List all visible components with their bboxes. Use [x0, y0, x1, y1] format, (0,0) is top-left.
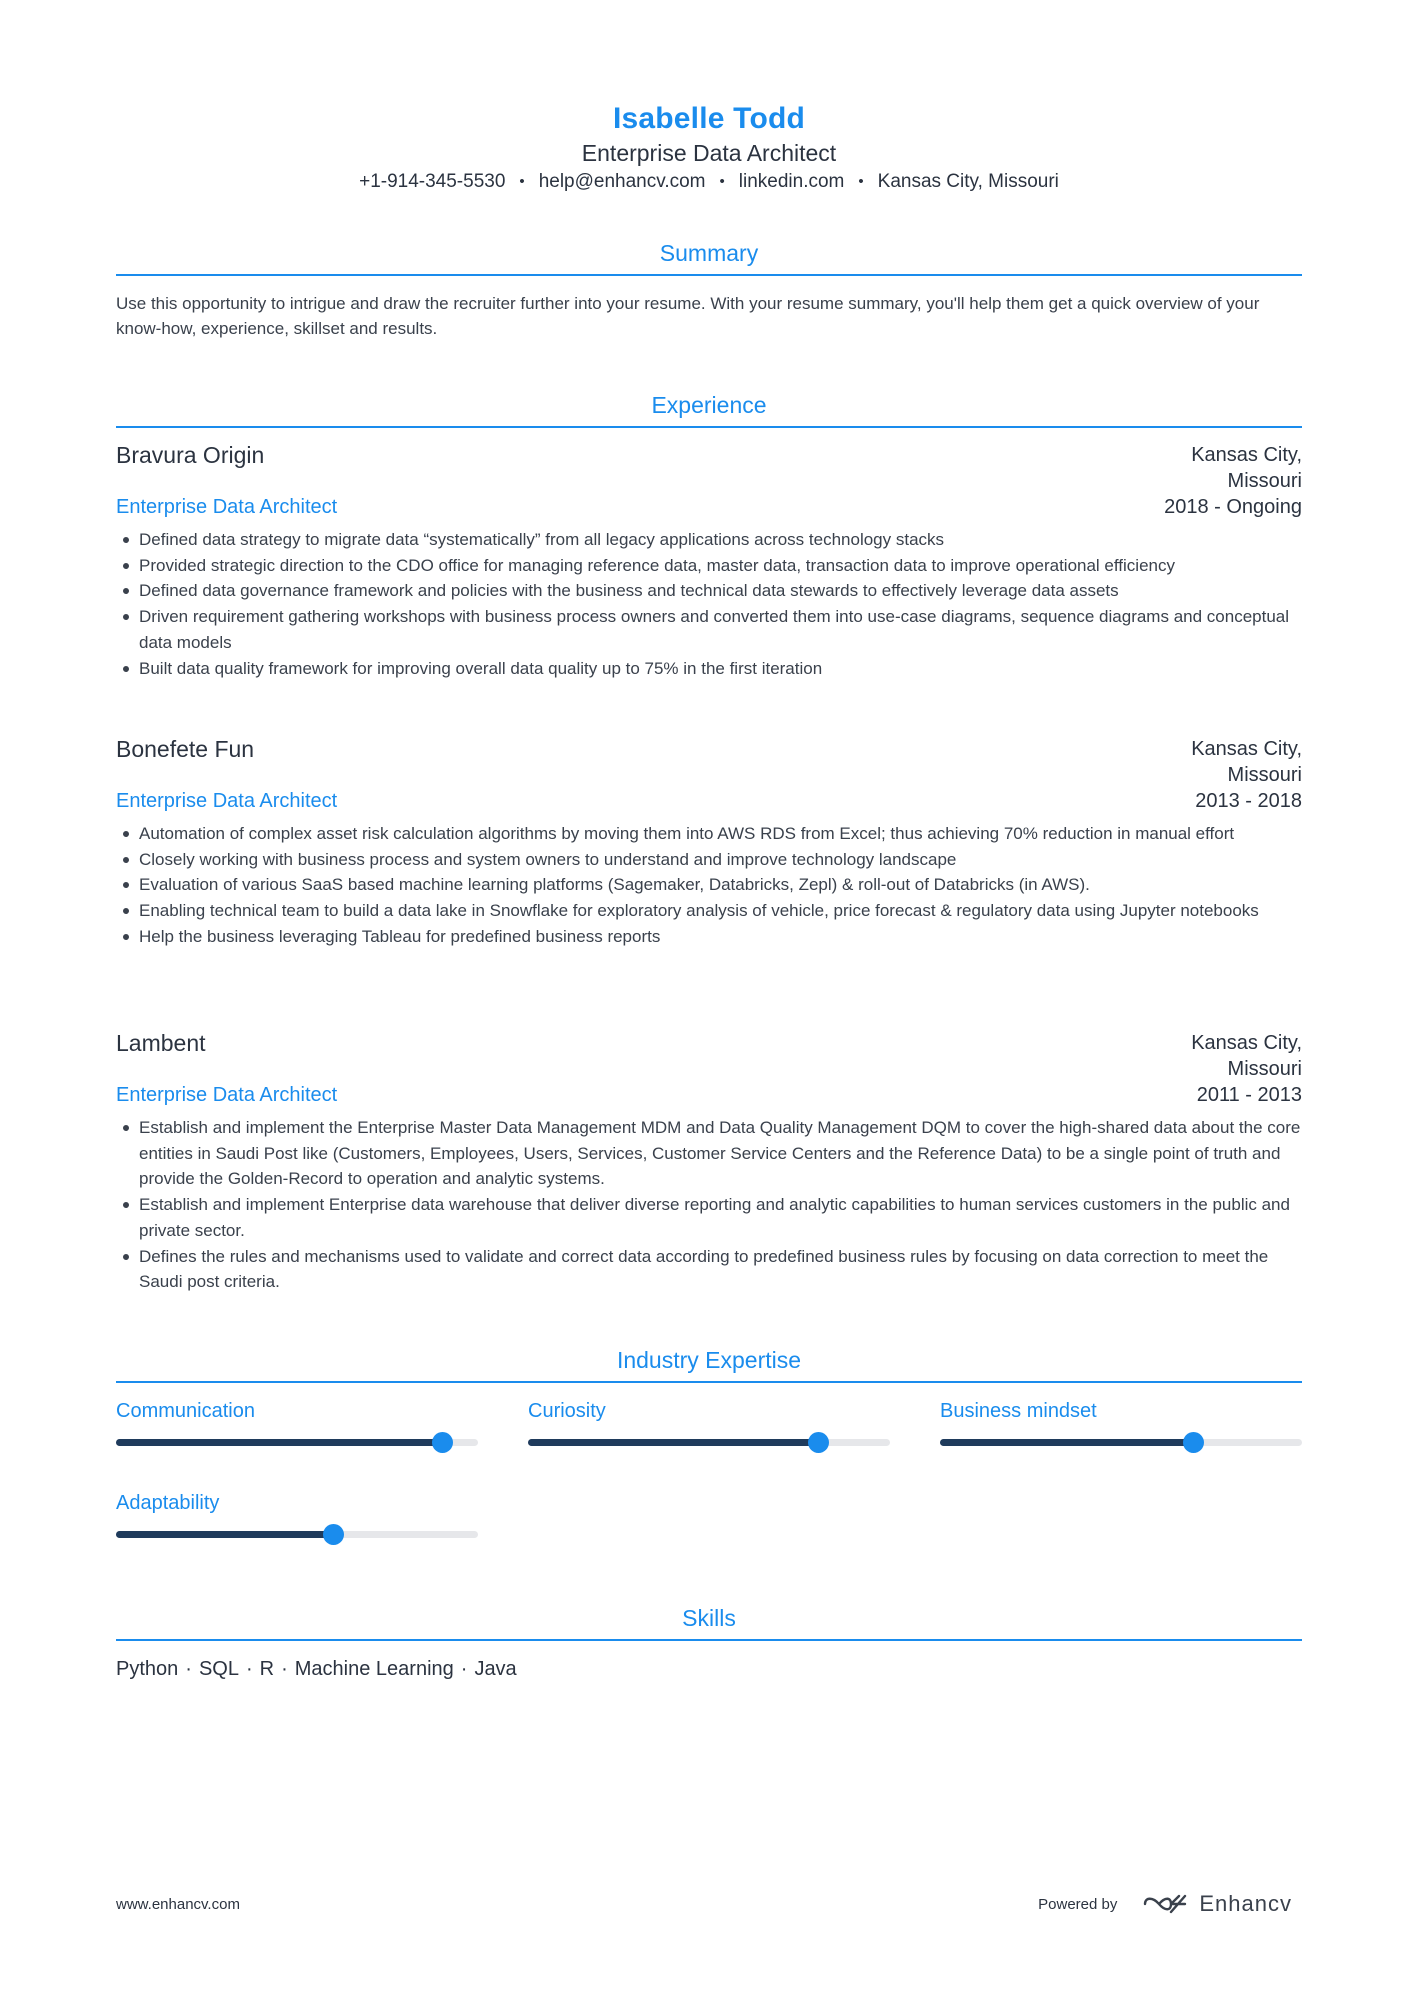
job-dates: 2013 - 2018	[1195, 790, 1302, 812]
expertise-bar-track	[116, 1439, 478, 1446]
footer-website[interactable]: www.enhancv.com	[116, 1896, 240, 1913]
expertise-bar-knob	[432, 1432, 453, 1453]
job-dates: 2018 - Ongoing	[1164, 496, 1302, 518]
phone: +1-914-345-5530	[359, 171, 506, 192]
skills-divider	[116, 1639, 1302, 1641]
company-name: Lambent	[116, 1030, 206, 1056]
skills-list	[116, 1658, 517, 1681]
list-item: Establish and implement Enterprise data warehouse that deliver diverse reporting and analytic capabilities to human services customers in the public and private sector.	[116, 1192, 1302, 1243]
skill-tag: Machine Learning	[294, 1658, 454, 1680]
experience-divider	[116, 426, 1302, 428]
job-location	[1102, 1030, 1302, 1082]
expertise-bar-fill	[940, 1439, 1193, 1446]
list-item: Defined data governance framework and policies with the business and technical data stewards to effectively leverage data assets	[116, 578, 1302, 604]
job-location	[1102, 442, 1302, 494]
contact-line	[116, 171, 1302, 193]
expertise-label: Adaptability	[116, 1492, 220, 1514]
experience-heading: Experience	[651, 392, 767, 418]
job-title: Enterprise Data Architect	[116, 496, 338, 518]
expertise-item	[528, 1400, 890, 1446]
expertise-label: Business mindset	[940, 1400, 1097, 1422]
skill-tag: R	[259, 1658, 275, 1680]
skill-separator: ·	[281, 1658, 288, 1680]
expertise-bar-fill	[116, 1439, 442, 1446]
job-title: Enterprise Data Architect	[116, 790, 338, 812]
skill-tag: Java	[474, 1658, 517, 1680]
company-name: Bonefete Fun	[116, 736, 255, 762]
job-title: Enterprise Data Architect	[116, 1084, 338, 1106]
job-bullets	[116, 1115, 1302, 1295]
location: Kansas City, Missouri	[877, 171, 1059, 192]
candidate-name: Isabelle Todd	[612, 102, 806, 135]
expertise-label: Curiosity	[528, 1400, 606, 1422]
contact-separator: •	[519, 173, 525, 190]
resume-page	[116, 0, 1302, 1995]
job-dates: 2011 - 2013	[1196, 1084, 1302, 1106]
company-name: Bravura Origin	[116, 442, 265, 468]
list-item: Establish and implement the Enterprise Master Data Management MDM and Data Quality Management DQM to cover the high-shared data about the core entities in Saudi Post like (Customers, Employees, Users, Services, Customer Service Centers and the Reference Data) to be a single point of truth and provide the Golden-Record to operation and analytic systems.	[116, 1115, 1302, 1192]
list-item: Defined data strategy to migrate data “systematically” from all legacy applications across technology stacks	[116, 527, 1302, 553]
expertise-label: Communication	[116, 1400, 255, 1422]
job-location	[1102, 736, 1302, 788]
skill-separator: ·	[245, 1658, 253, 1680]
expertise-item	[116, 1400, 478, 1446]
list-item: Provided strategic direction to the CDO office for managing reference data, master data, transaction data to improve operational efficiency	[116, 553, 1302, 579]
skill-tag: SQL	[198, 1658, 239, 1680]
powered-by-label: Powered by	[1038, 1895, 1118, 1913]
skills-heading: Skills	[682, 1605, 736, 1631]
footer-branding	[1038, 1888, 1292, 1920]
list-item: Driven requirement gathering workshops with business process owners and converted them into use-case diagrams, sequence diagrams and conceptual data models	[116, 604, 1302, 655]
list-item: Enabling technical team to build a data lake in Snowflake for exploratory analysis of vehicle, price forecast & regulatory data using Jupyter notebooks	[116, 898, 1302, 924]
expertise-bar-track	[940, 1439, 1302, 1446]
candidate-role: Enterprise Data Architect	[581, 140, 837, 166]
list-item: Evaluation of various SaaS based machine learning platforms (Sagemaker, Databricks, Zepl) & roll-out of Databricks (in AWS).	[116, 872, 1302, 898]
job-bullets	[116, 821, 1302, 950]
summary-text: Use this opportunity to intrigue and draw the recruiter further into your resume. With your resume summary, you'll help them get a quick overview of your know-how, experience, skillset and results.	[116, 294, 1260, 338]
job-bullets	[116, 527, 1302, 681]
enhancv-logo-icon	[1141, 1891, 1189, 1917]
expertise-bar-knob	[1183, 1432, 1204, 1453]
expertise-bar-fill	[528, 1439, 818, 1446]
expertise-item	[940, 1400, 1302, 1446]
email: help@enhancv.com	[538, 171, 706, 192]
skill-separator: ·	[460, 1658, 468, 1680]
summary-divider	[116, 274, 1302, 276]
expertise-bar-track	[116, 1531, 478, 1538]
list-item: Automation of complex asset risk calculation algorithms by moving them into AWS RDS from Excel; thus achieving 70% reduction in manual effort	[116, 821, 1302, 847]
contact-separator: •	[719, 173, 725, 190]
expertise-item	[116, 1492, 478, 1538]
brand-name: Enhancv	[1199, 1891, 1292, 1916]
contact-separator: •	[858, 173, 864, 190]
job-location-state: Missouri	[1227, 764, 1302, 786]
expertise-bar-fill	[116, 1531, 333, 1538]
job-location-state: Missouri	[1227, 470, 1302, 492]
list-item: Defines the rules and mechanisms used to validate and correct data according to predefined business rules by focusing on data correction to meet the Saudi post criteria.	[116, 1244, 1302, 1295]
skill-tag: Python	[116, 1658, 179, 1680]
job-location-city: Kansas City,	[1191, 738, 1302, 760]
expertise-heading: Industry Expertise	[616, 1347, 802, 1373]
skill-separator: ·	[185, 1658, 192, 1680]
list-item: Help the business leveraging Tableau for predefined business reports	[116, 924, 1302, 950]
job-location-city: Kansas City,	[1191, 444, 1302, 466]
job-location-city: Kansas City,	[1191, 1032, 1302, 1054]
list-item: Closely working with business process and system owners to understand and improve technology landscape	[116, 847, 1302, 873]
expertise-divider	[116, 1381, 1302, 1383]
expertise-bar-track	[528, 1439, 890, 1446]
linkedin: linkedin.com	[738, 171, 845, 192]
summary-heading: Summary	[659, 240, 759, 266]
expertise-bar-knob	[808, 1432, 829, 1453]
expertise-bar-knob	[323, 1524, 344, 1545]
list-item: Built data quality framework for improving overall data quality up to 75% in the first iteration	[116, 656, 1302, 682]
job-location-state: Missouri	[1227, 1058, 1302, 1080]
